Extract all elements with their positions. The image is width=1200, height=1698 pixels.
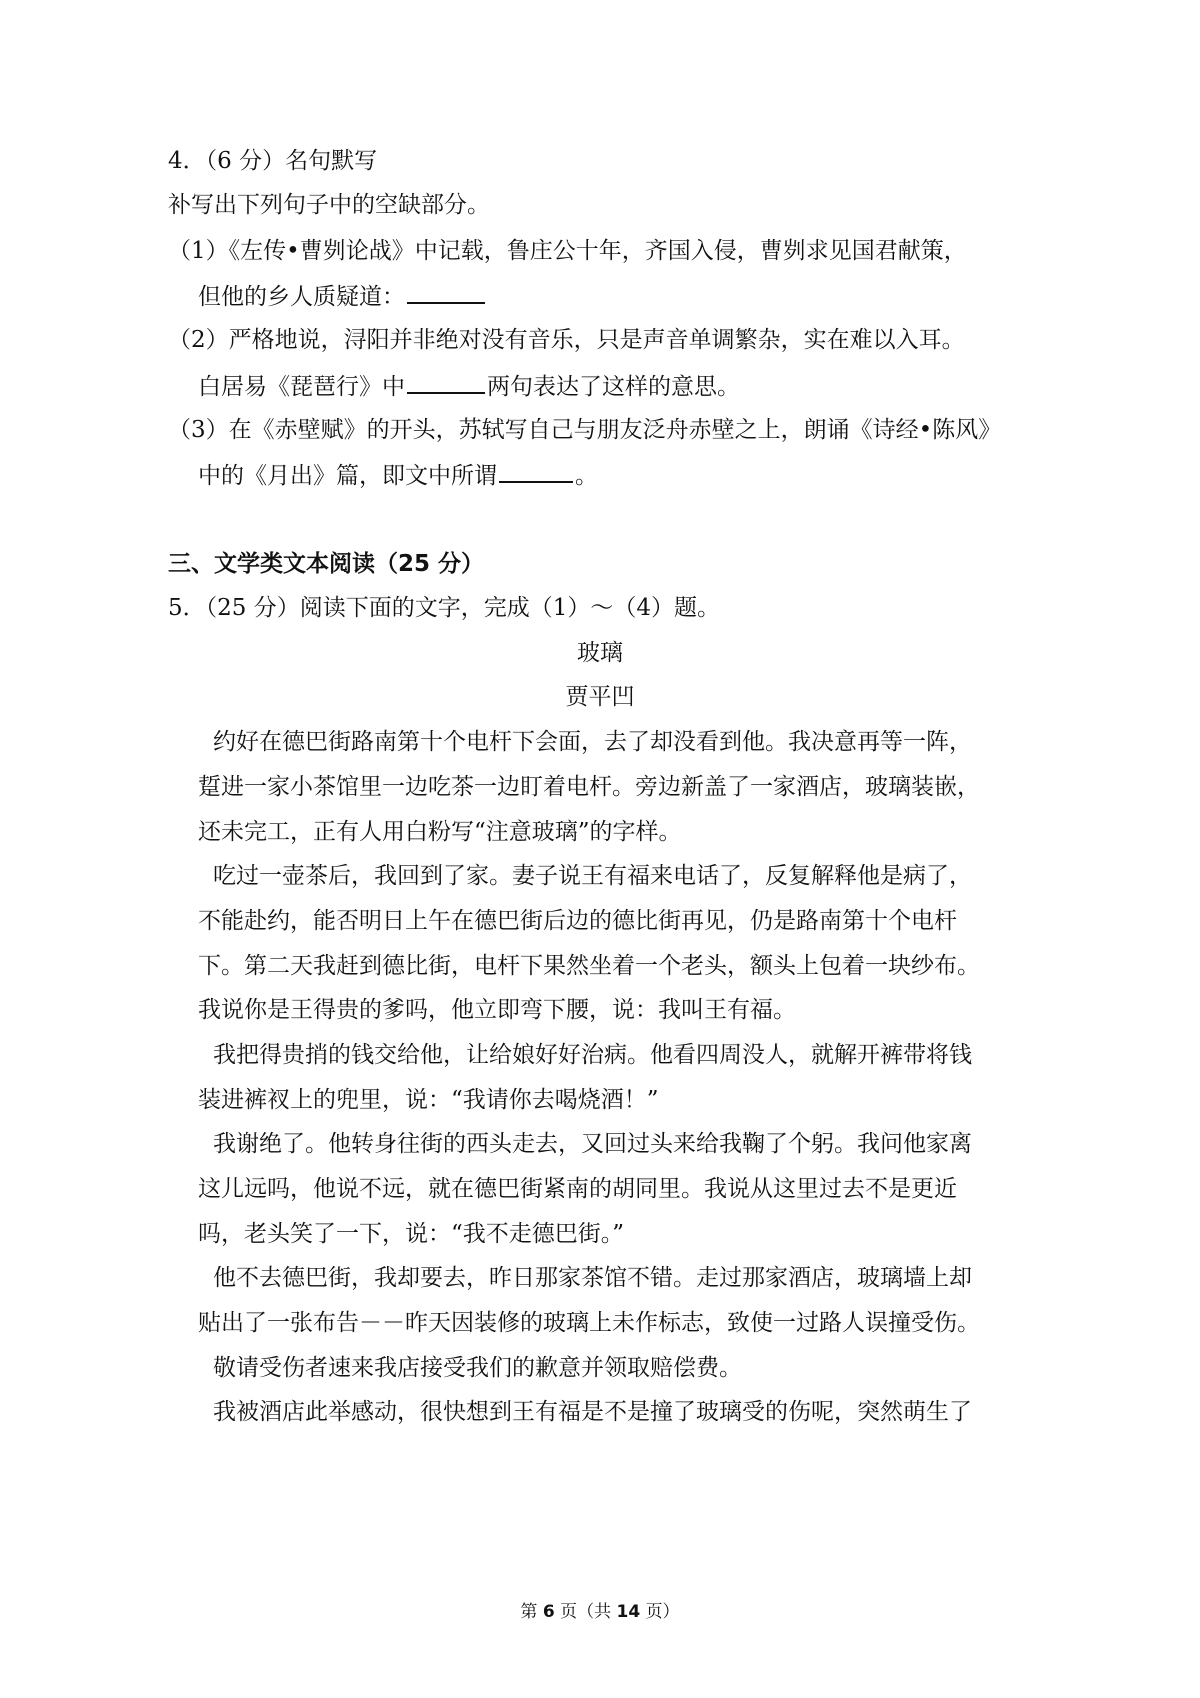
footer-middle: 页（共 <box>560 1602 612 1622</box>
story-line-15: 敬请受伤者速来我店接受我们的歉意并领取赔偿费。 <box>213 1355 742 1381</box>
story-line-6: 下。第二天我赶到德比街，电杆下果然坐着一个老头，额头上包着一块纱布。 <box>198 953 980 979</box>
q4-item2-text-post: 两句表达了这样的意思。 <box>487 374 740 400</box>
story-line-2: 踅进一家小茶馆里一边吃茶一边盯着电杆。旁边新盖了一家酒店，玻璃装嵌， <box>198 774 980 800</box>
answer-blank-3[interactable] <box>499 459 573 483</box>
q4-item2-line2 <box>198 370 740 402</box>
story-line-8: 我把得贵捎的钱交给他，让给娘好好治病。他看四周没人，就解开裤带将钱 <box>213 1042 972 1068</box>
story-line-10: 我谢绝了。他转身往街的西头走去，又回过头来给我鞠了个躬。我问他家离 <box>213 1131 972 1157</box>
answer-blank-2[interactable] <box>407 370 485 394</box>
q4-item2-text-pre: 白居易《琵琶行》中 <box>198 374 405 400</box>
page-footer <box>0 1601 1200 1623</box>
story-line-5: 不能赴约，能否明日上午在德巴街后边的德比街再见，仍是路南第十个电杆 <box>198 908 957 934</box>
q4-item3-line2 <box>198 459 598 491</box>
footer-suffix: 页） <box>645 1602 680 1622</box>
q4-item2-line1: （2）严格地说，浔阳并非绝对没有音乐，只是声音单调繁杂，实在难以入耳。 <box>168 327 965 353</box>
q4-item1-line2 <box>198 280 487 312</box>
story-line-3: 还未完工，正有人用白粉写“注意玻璃”的字样。 <box>198 819 682 845</box>
story-line-4: 吃过一壶茶后，我回到了家。妻子说王有福来电话了，反复解释他是病了， <box>213 863 972 889</box>
story-line-9: 装进裤衩上的兜里，说：“我请你去喝烧酒！” <box>198 1087 659 1113</box>
q4-instruction: 补写出下列句子中的空缺部分。 <box>168 192 490 218</box>
section-heading: 三、文学类文本阅读（25 分） <box>168 551 485 577</box>
story-line-12: 吗，老头笑了一下，说：“我不走德巴街。” <box>198 1221 625 1247</box>
story-author: 贾平凹 <box>565 684 635 710</box>
footer-total-pages: 14 <box>616 1602 641 1622</box>
q4-item3-text-post: 。 <box>575 463 598 489</box>
footer-prefix: 第 <box>520 1602 538 1622</box>
q5-title: 5．（25 分）阅读下面的文字，完成（1）～（4）题。 <box>168 595 720 621</box>
q4-title: 4．（6 分）名句默写 <box>168 148 378 174</box>
footer-page-number: 6 <box>542 1602 555 1622</box>
story-title: 玻璃 <box>577 640 623 666</box>
story-line-1: 约好在德巴街路南第十个电杆下会面，去了却没看到他。我决意再等一阵， <box>213 729 972 755</box>
q4-item3-text-pre: 中的《月出》篇，即文中所谓 <box>198 463 497 489</box>
story-line-11: 这儿远吗，他说不远，就在德巴街紧南的胡同里。我说从这里过去不是更近 <box>198 1176 957 1202</box>
q4-item1-text: 但他的乡人质疑道： <box>198 284 405 310</box>
q4-item3-line1: （3）在《赤壁赋》的开头，苏轼写自己与朋友泛舟赤壁之上，朗诵《诗经•陈风》 <box>168 417 1002 443</box>
story-line-13: 他不去德巴街，我却要去，昨日那家茶馆不错。走过那家酒店，玻璃墙上却 <box>213 1265 972 1291</box>
q4-item1-line1: （1）《左传•曹刿论战》中记载，鲁庄公十年，齐国入侵，曹刿求见国君献策， <box>168 238 967 264</box>
story-line-7: 我说你是王得贵的爹吗，他立即弯下腰，说：我叫王有福。 <box>198 997 796 1023</box>
story-line-14: 贴出了一张布告－－昨天因装修的玻璃上未作标志，致使一过路人误撞受伤。 <box>198 1310 980 1336</box>
answer-blank-1[interactable] <box>407 280 485 304</box>
story-line-16: 我被酒店此举感动，很快想到王有福是不是撞了玻璃受的伤呢，突然萌生了 <box>213 1399 972 1425</box>
